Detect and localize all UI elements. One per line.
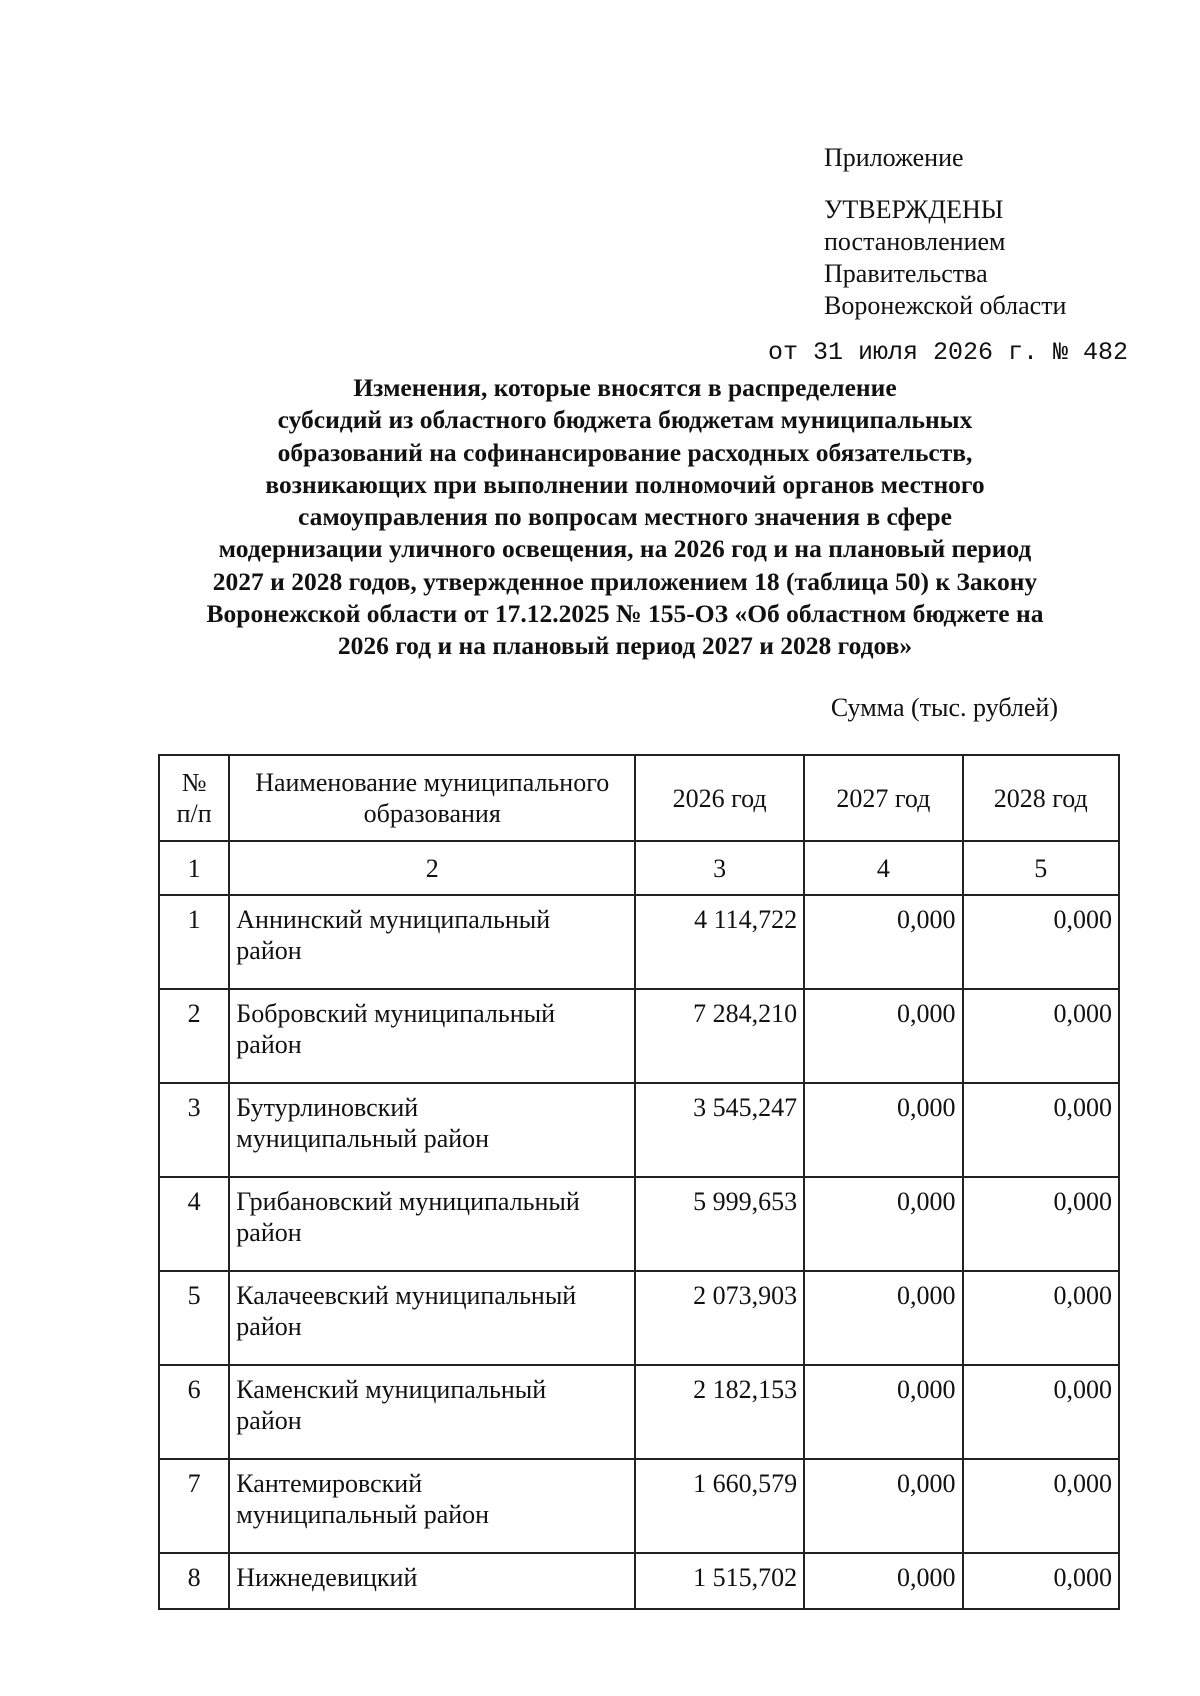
title-line: возникающих при выполнении полномочий органов местного	[265, 469, 985, 499]
name-line2: район	[236, 936, 302, 965]
value-2027: 0,000	[804, 989, 962, 1083]
municipality-name	[229, 1459, 635, 1553]
name-line1: Нижнедевицкий	[236, 1563, 418, 1592]
name-line1: Грибановский муниципальный	[236, 1187, 580, 1216]
header-2027: 2027 год	[804, 755, 962, 841]
title-line: 2026 год и на плановый период 2027 и 2028 годов»	[337, 631, 913, 661]
row-number: 8	[159, 1553, 229, 1609]
municipality-name	[229, 1083, 635, 1177]
column-number-row	[159, 841, 1119, 895]
row-number: 2	[159, 989, 229, 1083]
table-header-row	[159, 755, 1119, 841]
header-number-line1: №	[181, 768, 207, 797]
value-2026: 2 182,153	[635, 1365, 804, 1459]
value-2026: 5 999,653	[635, 1177, 804, 1271]
row-number: 6	[159, 1365, 229, 1459]
value-2027: 0,000	[804, 1553, 962, 1609]
municipality-name	[229, 1271, 635, 1365]
column-number: 2	[229, 841, 635, 895]
table-row	[159, 1177, 1119, 1271]
units-label: Сумма (тыс. рублей)	[830, 693, 1058, 722]
table-row	[159, 1459, 1119, 1553]
document-title	[120, 372, 1130, 663]
municipality-name	[229, 989, 635, 1083]
title-line: субсидий из областного бюджета бюджетам муниципальных	[277, 405, 973, 435]
title-line: самоуправления по вопросам местного значения в сфере	[298, 502, 952, 532]
approval-date-stamp: от 31 июля 2026 г. № 482	[767, 338, 1128, 367]
title-line: Изменения, которые вносятся в распределение	[353, 373, 897, 402]
value-2028: 0,000	[963, 989, 1119, 1083]
table-row	[159, 1553, 1119, 1609]
name-line1: Калачеевский муниципальный	[236, 1281, 577, 1310]
value-2027: 0,000	[804, 1177, 962, 1271]
value-2026: 2 073,903	[635, 1271, 804, 1365]
approved-label: УТВЕРЖДЕНЫ	[824, 195, 1004, 224]
column-number: 4	[804, 841, 962, 895]
municipality-name	[229, 1365, 635, 1459]
value-2027: 0,000	[804, 1083, 962, 1177]
value-2026: 1 660,579	[635, 1459, 804, 1553]
value-2028: 0,000	[963, 1553, 1119, 1609]
row-number: 4	[159, 1177, 229, 1271]
table-row	[159, 989, 1119, 1083]
title-line: модернизации уличного освещения, на 2026 год и на плановый период	[218, 534, 1032, 564]
name-line1: Бобровский муниципальный	[236, 999, 555, 1028]
row-number: 3	[159, 1083, 229, 1177]
title-line: 2027 и 2028 годов, утвержденное приложением 18 (таблица 50) к Закону	[212, 566, 1038, 596]
approved-line-1: постановлением	[824, 227, 1006, 256]
header-number	[159, 755, 229, 841]
column-number: 3	[635, 841, 804, 895]
name-line1: Аннинский муниципальный	[236, 905, 551, 934]
table-row	[159, 1083, 1119, 1177]
row-number: 5	[159, 1271, 229, 1365]
value-2026: 7 284,210	[635, 989, 804, 1083]
column-number: 5	[963, 841, 1119, 895]
value-2027: 0,000	[804, 895, 962, 989]
name-line1: Бутурлиновский	[236, 1093, 419, 1122]
header-number-line2: п/п	[176, 799, 212, 828]
value-2026: 1 515,702	[635, 1553, 804, 1609]
name-line2: муниципальный район	[236, 1500, 490, 1529]
name-line1: Кантемировский	[236, 1469, 423, 1498]
approval-block	[824, 142, 1066, 322]
name-line2: район	[236, 1406, 302, 1435]
name-line2: район	[236, 1030, 302, 1059]
appendix-label: Приложение	[824, 143, 964, 172]
value-2028: 0,000	[963, 1177, 1119, 1271]
name-line2: район	[236, 1218, 302, 1247]
subsidy-table	[158, 754, 1120, 1610]
value-2027: 0,000	[804, 1459, 962, 1553]
municipality-name	[229, 1553, 635, 1609]
column-number: 1	[159, 841, 229, 895]
value-2028: 0,000	[963, 895, 1119, 989]
row-number: 1	[159, 895, 229, 989]
title-line: образований на софинансирование расходных обязательств,	[277, 437, 973, 467]
table-row	[159, 1271, 1119, 1365]
header-name-line2: образования	[363, 799, 501, 828]
header-2026: 2026 год	[635, 755, 804, 841]
value-2026: 4 114,722	[635, 895, 804, 989]
approved-line-2: Правительства	[824, 259, 988, 288]
value-2028: 0,000	[963, 1365, 1119, 1459]
value-2028: 0,000	[963, 1271, 1119, 1365]
municipality-name	[229, 1177, 635, 1271]
header-2028: 2028 год	[963, 755, 1119, 841]
value-2027: 0,000	[804, 1271, 962, 1365]
name-line2: район	[236, 1312, 302, 1341]
header-name-line1: Наименование муниципального	[255, 768, 610, 797]
value-2026: 3 545,247	[635, 1083, 804, 1177]
row-number: 7	[159, 1459, 229, 1553]
value-2027: 0,000	[804, 1365, 962, 1459]
name-line1: Каменский муниципальный	[236, 1375, 547, 1404]
table-row	[159, 895, 1119, 989]
table-row	[159, 1365, 1119, 1459]
header-name	[229, 755, 635, 841]
title-line: Воронежской области от 17.12.2025 № 155-ОЗ «Об областном бюджете на	[206, 599, 1044, 629]
value-2028: 0,000	[963, 1459, 1119, 1553]
name-line2: муниципальный район	[236, 1124, 490, 1153]
approved-line-3: Воронежской области	[824, 291, 1067, 320]
value-2028: 0,000	[963, 1083, 1119, 1177]
municipality-name	[229, 895, 635, 989]
